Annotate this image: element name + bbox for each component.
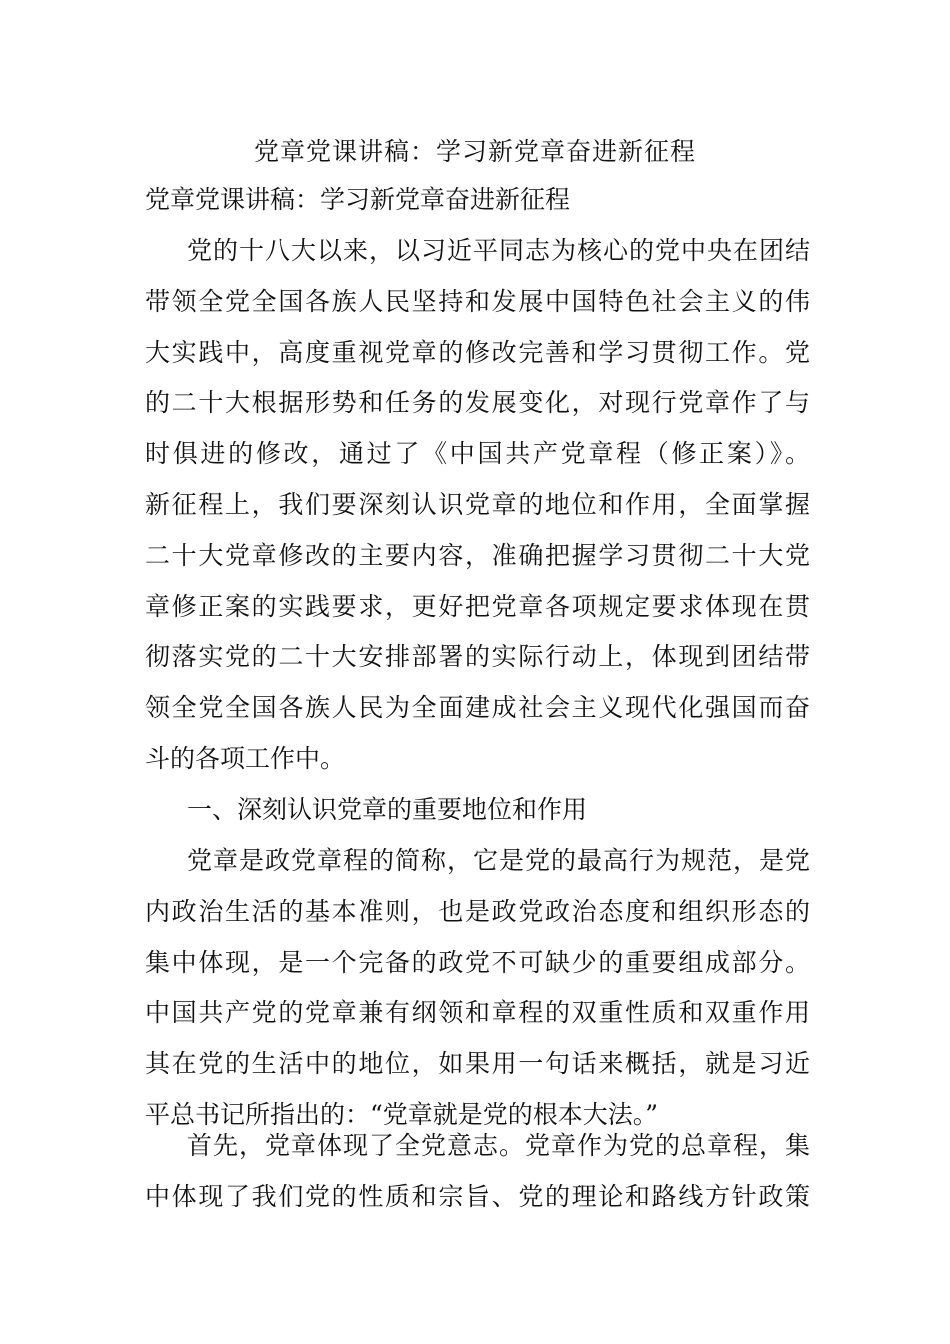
paragraph-line: 二十大党章修改的主要内容，准确把握学习贯彻二十大党 — [145, 540, 810, 570]
section-heading-block — [145, 785, 810, 836]
paragraph-intro — [145, 226, 810, 785]
paragraph-first-point — [145, 1121, 810, 1223]
paragraph-line: 内政治生活的基本准则，也是政党政治态度和组织形态的 — [145, 896, 810, 926]
paragraph-line: 斗的各项工作中。 — [145, 743, 346, 773]
paragraph-line: 新征程上，我们要深刻认识党章的地位和作用，全面掌握 — [145, 489, 810, 519]
paragraph-line: 时俱进的修改，通过了《中国共产党章程（修正案）》。 — [145, 439, 810, 469]
paragraph-line: 领全党全国各族人民为全面建成社会主义现代化强国而奋 — [145, 693, 810, 723]
paragraph-line: 集中体现，是一个完备的政党不可缺少的重要组成部分。 — [145, 947, 810, 977]
paragraph-line: 中体现了我们党的性质和宗旨、党的理论和路线方针政策 — [145, 1181, 810, 1211]
document-subtitle-block — [145, 175, 810, 226]
paragraph-line: 首先，党章体现了全党意志。党章作为党的总章程，集 — [187, 1131, 810, 1160]
paragraph-status — [145, 836, 810, 1141]
paragraph-line: 彻落实党的二十大安排部署的实际行动上，体现到团结带 — [145, 642, 810, 672]
paragraph-line: 党的十八大以来，以习近平同志为核心的党中央在团结 — [187, 236, 810, 265]
paragraph-line: 中国共产党的党章兼有纲领和章程的双重性质和双重作用 — [145, 998, 810, 1028]
paragraph-line: 其在党的生活中的地位，如果用一句话来概括，就是习近 — [145, 1049, 810, 1079]
paragraph-line: 的二十大根据形势和任务的发展变化，对现行党章作了与 — [145, 388, 810, 418]
document-subtitle: 党章党课讲稿：学习新党章奋进新征程 — [145, 185, 571, 214]
paragraph-line: 大实践中，高度重视党章的修改完善和学习贯彻工作。党 — [145, 337, 810, 367]
paragraph-line: 章修正案的实践要求，更好把党章各项规定要求体现在贯 — [145, 591, 810, 621]
document-title: 党章党课讲稿：学习新党章奋进新征程 — [253, 137, 696, 166]
section-heading: 一、深刻认识党章的重要地位和作用 — [187, 795, 588, 824]
paragraph-line: 党章是政党章程的简称，它是党的最高行为规范，是党 — [187, 846, 810, 875]
paragraph-line: 带领全党全国各族人民坚持和发展中国特色社会主义的伟 — [145, 286, 810, 316]
paragraph-line: 平总书记所指出的：“党章就是党的根本大法。” — [145, 1099, 659, 1129]
